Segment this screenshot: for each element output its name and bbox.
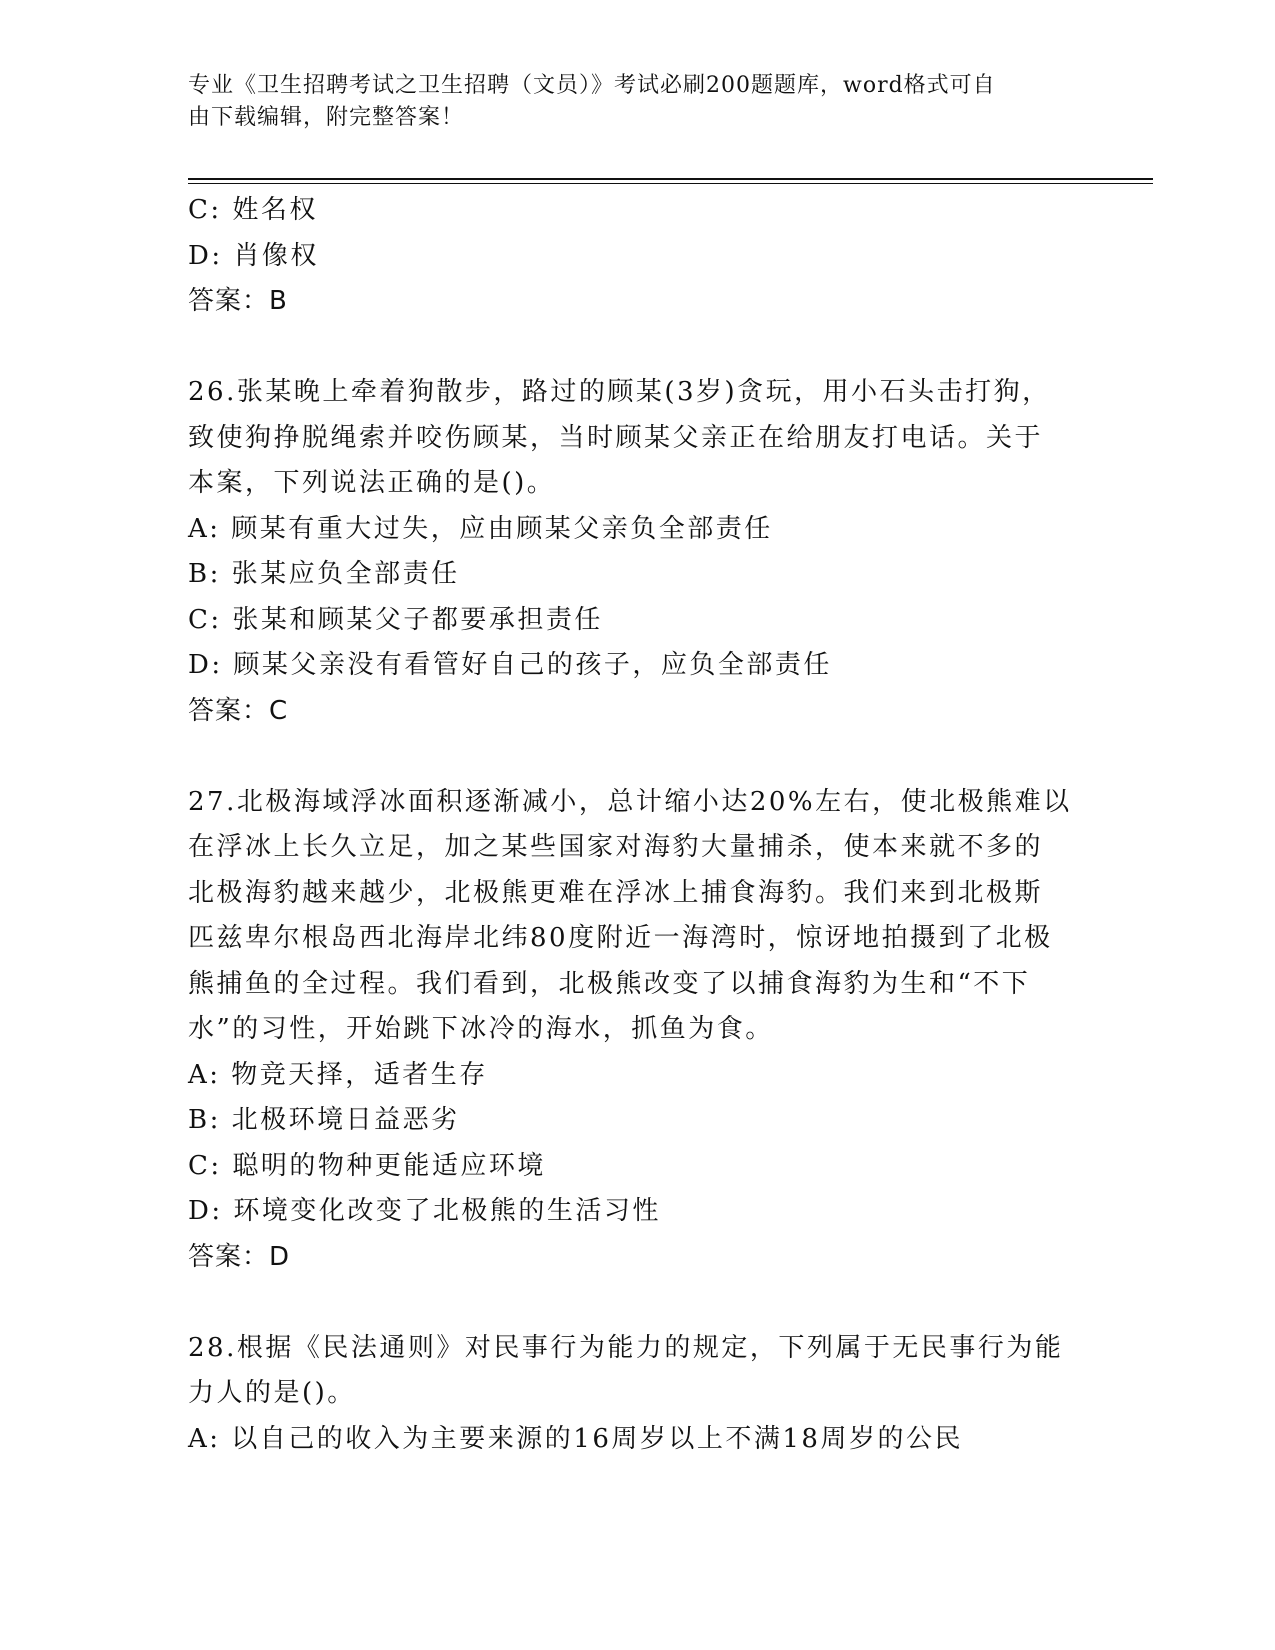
answer-line: 答案：C: [188, 695, 289, 726]
question-stem: [188, 370, 1078, 507]
option-c: C: 姓名权: [188, 195, 318, 225]
stem-line: 力人的是()。: [188, 1378, 356, 1408]
option-b: B: 张某应负全部责任: [188, 559, 460, 589]
question-28: [188, 1326, 1078, 1463]
question-27: [188, 780, 1078, 1281]
stem-line: 在浮冰上长久立足，加之某些国家对海豹大量捕杀，使本来就不多的: [188, 832, 1044, 862]
stem-line: 致使狗挣脱绳索并咬伤顾某，当时顾某父亲正在给朋友打电话。关于: [188, 422, 1044, 453]
option-c: C: 聪明的物种更能适应环境: [188, 1150, 546, 1181]
stem-line: 27.北极海域浮冰面积逐渐减小，总计缩小达20%左右，使北极熊难以: [188, 786, 1072, 817]
option-a: A: 以自己的收入为主要来源的16周岁以上不满18周岁的公民: [188, 1423, 963, 1454]
option-b: B: 北极环境日益恶劣: [188, 1105, 460, 1135]
header-divider-thin: [188, 183, 1153, 184]
answer-line: 答案：B: [188, 286, 288, 316]
carry-over-block: [188, 188, 1078, 325]
option-c: C: 张某和顾某父子都要承担责任: [188, 604, 603, 635]
question-26: [188, 370, 1078, 734]
question-list: [188, 188, 1078, 1462]
question-stem: [188, 1326, 1078, 1417]
spacer: [188, 734, 1078, 780]
spacer: [188, 325, 1078, 371]
stem-line: 熊捕鱼的全过程。我们看到，北极熊改变了以捕食海豹为生和“不下: [188, 968, 1031, 999]
page-header: [188, 70, 1068, 134]
header-divider-thick: [188, 178, 1153, 180]
stem-line: 28.根据《民法通则》对民事行为能力的规定，下列属于无民事行为能: [188, 1332, 1064, 1363]
option-d: D: 环境变化改变了北极熊的生活习性: [188, 1196, 661, 1226]
option-d: D: 顾某父亲没有看管好自己的孩子，应负全部责任: [188, 650, 832, 680]
stem-line: 26.张某晚上牵着狗散步，路过的顾某(3岁)贪玩，用小石头击打狗，: [188, 377, 1051, 407]
stem-line: 本案，下列说法正确的是()。: [188, 468, 556, 498]
option-a: A: 顾某有重大过失，应由顾某父亲负全部责任: [188, 513, 773, 544]
question-stem: [188, 780, 1078, 1053]
header-line-2: 由下载编辑，附完整答案！: [188, 105, 465, 130]
option-a: A: 物竞天择，适者生存: [188, 1059, 488, 1090]
header-line-1: 专业《卫生招聘考试之卫生招聘（文员）》考试必刷200题题库，word格式可自: [188, 73, 996, 98]
stem-line: 匹兹卑尔根岛西北海岸北纬80度附近一海湾时，惊讶地拍摄到了北极: [188, 923, 1053, 953]
stem-line: 北极海豹越来越少，北极熊更难在浮冰上捕食海豹。我们来到北极斯: [188, 877, 1044, 908]
spacer: [188, 1280, 1078, 1326]
answer-line: 答案：D: [188, 1241, 291, 1272]
stem-line: 水”的习性，开始跳下冰冷的海水，抓鱼为食。: [188, 1014, 774, 1044]
option-d: D: 肖像权: [188, 240, 319, 271]
